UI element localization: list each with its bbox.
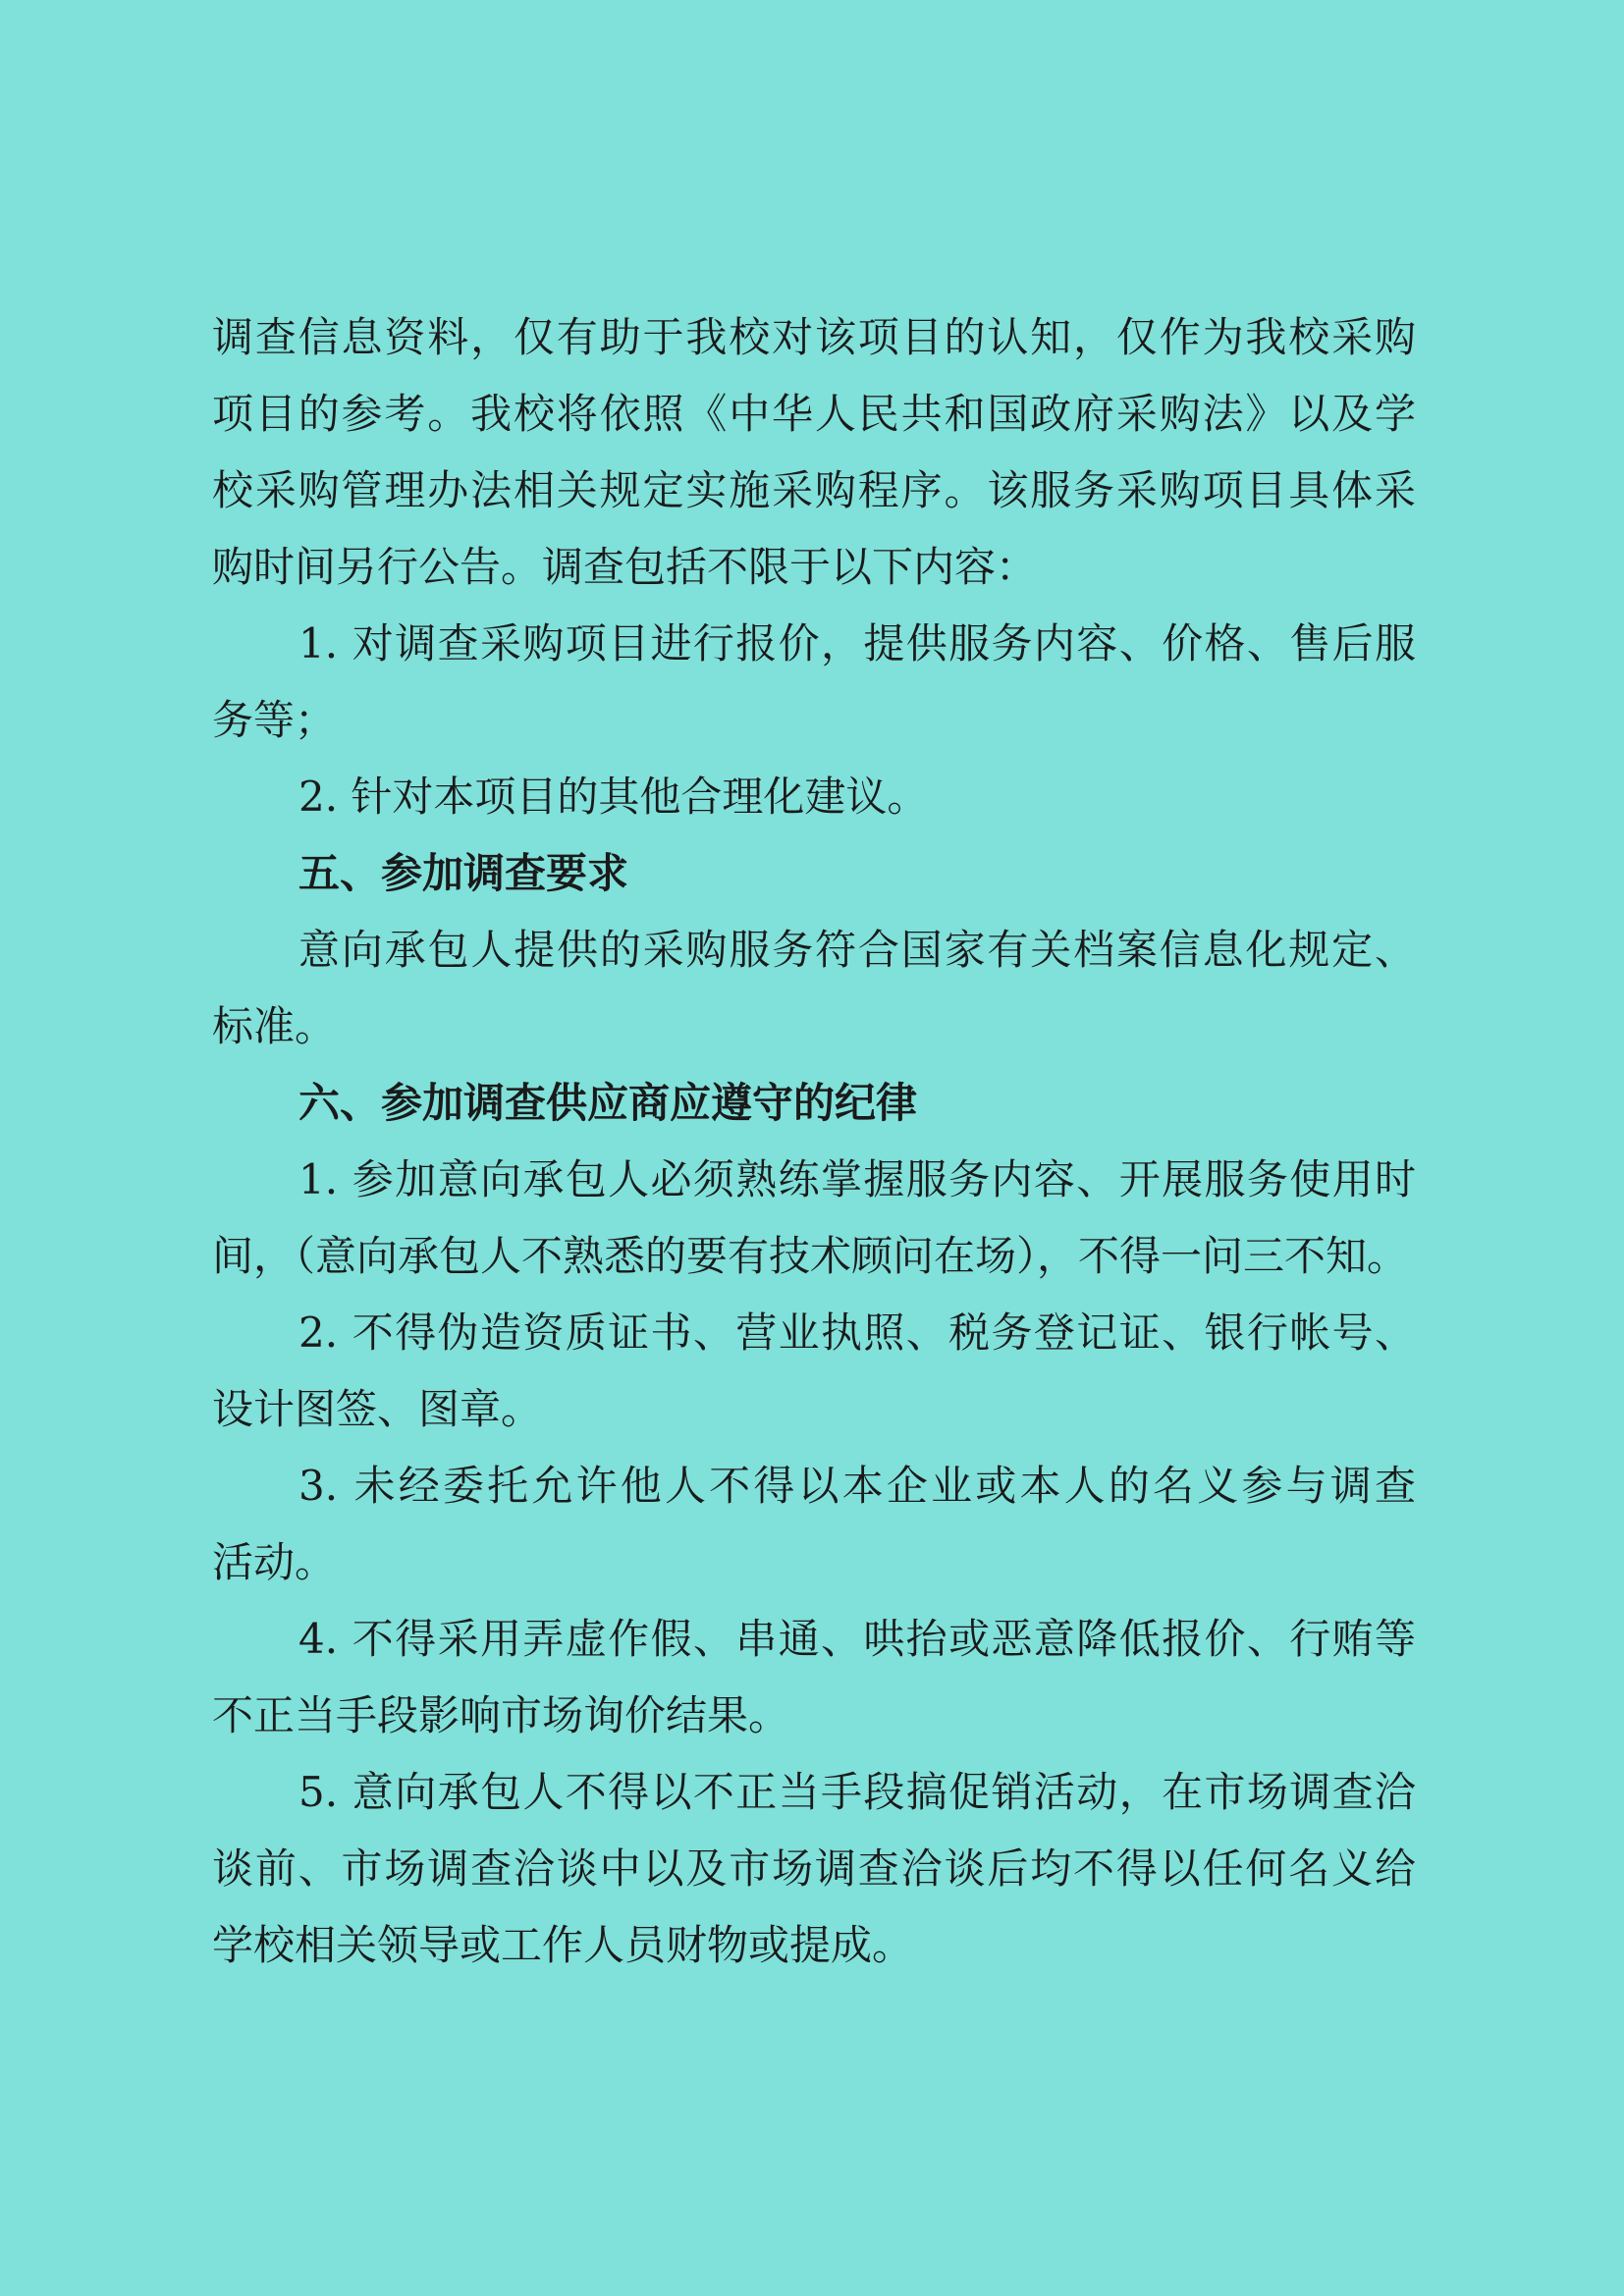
text-line: 购时间另行公告。调查包括不限于以下内容： [212, 543, 1038, 591]
text-line: 3. 未经委托允许他人不得以本企业或本人的名义参与调查 [298, 1462, 1416, 1510]
rule-1 [212, 1142, 1416, 1295]
text-line: 间，（意向承包人不熟悉的要有技术顾问在场），不得一问三不知。 [212, 1232, 1409, 1280]
document-body [212, 299, 1416, 1984]
text-line: 调查信息资料，仅有助于我校对该项目的认知，仅作为我校采购 [212, 313, 1416, 361]
text-line: 1. 参加意向承包人必须熟练掌握服务内容、开展服务使用时 [298, 1155, 1416, 1203]
rule-2 [212, 1295, 1416, 1448]
text-line: 4. 不得采用弄虚作假、串通、哄抬或恶意降低报价、行贿等 [298, 1615, 1416, 1663]
text-line: 学校相关领导或工作人员财物或提成。 [212, 1921, 914, 1969]
text-line: 谈前、市场调查洽谈中以及市场调查洽谈后均不得以任何名义给 [212, 1844, 1416, 1893]
rule-4 [212, 1601, 1416, 1754]
text-line: 5. 意向承包人不得以不正当手段搞促销活动，在市场调查洽 [298, 1768, 1416, 1816]
text-line: 活动。 [212, 1538, 337, 1586]
rule-5 [212, 1754, 1416, 1984]
text-line: 2. 针对本项目的其他合理化建议。 [298, 773, 929, 821]
text-line: 设计图签、图章。 [212, 1385, 543, 1433]
rule-3 [212, 1448, 1416, 1601]
section-5 [212, 835, 1416, 1065]
section-6 [212, 1065, 1416, 1984]
text-line: 不正当手段影响市场询价结果。 [212, 1691, 790, 1739]
text-line: 2. 不得伪造资质证书、营业执照、税务登记证、银行帐号、 [298, 1308, 1416, 1357]
section-heading: 六、参加调查供应商应遵守的纪律 [298, 1079, 918, 1127]
text-line: 1. 对调查采购项目进行报价，提供服务内容、价格、售后服 [298, 619, 1416, 667]
section-heading: 五、参加调查要求 [298, 849, 629, 897]
text-line: 项目的参考。我校将依照《中华人民共和国政府采购法》以及学 [212, 390, 1416, 438]
intro-paragraph [212, 299, 1416, 606]
content-item-1 [212, 606, 1416, 759]
text-line: 意向承包人提供的采购服务符合国家有关档案信息化规定、 [298, 926, 1416, 974]
text-line: 标准。 [212, 1002, 337, 1050]
text-line: 校采购管理办法相关规定实施采购程序。该服务采购项目具体采 [212, 466, 1416, 514]
text-line: 务等； [212, 696, 337, 744]
content-item-2 [212, 759, 1416, 835]
